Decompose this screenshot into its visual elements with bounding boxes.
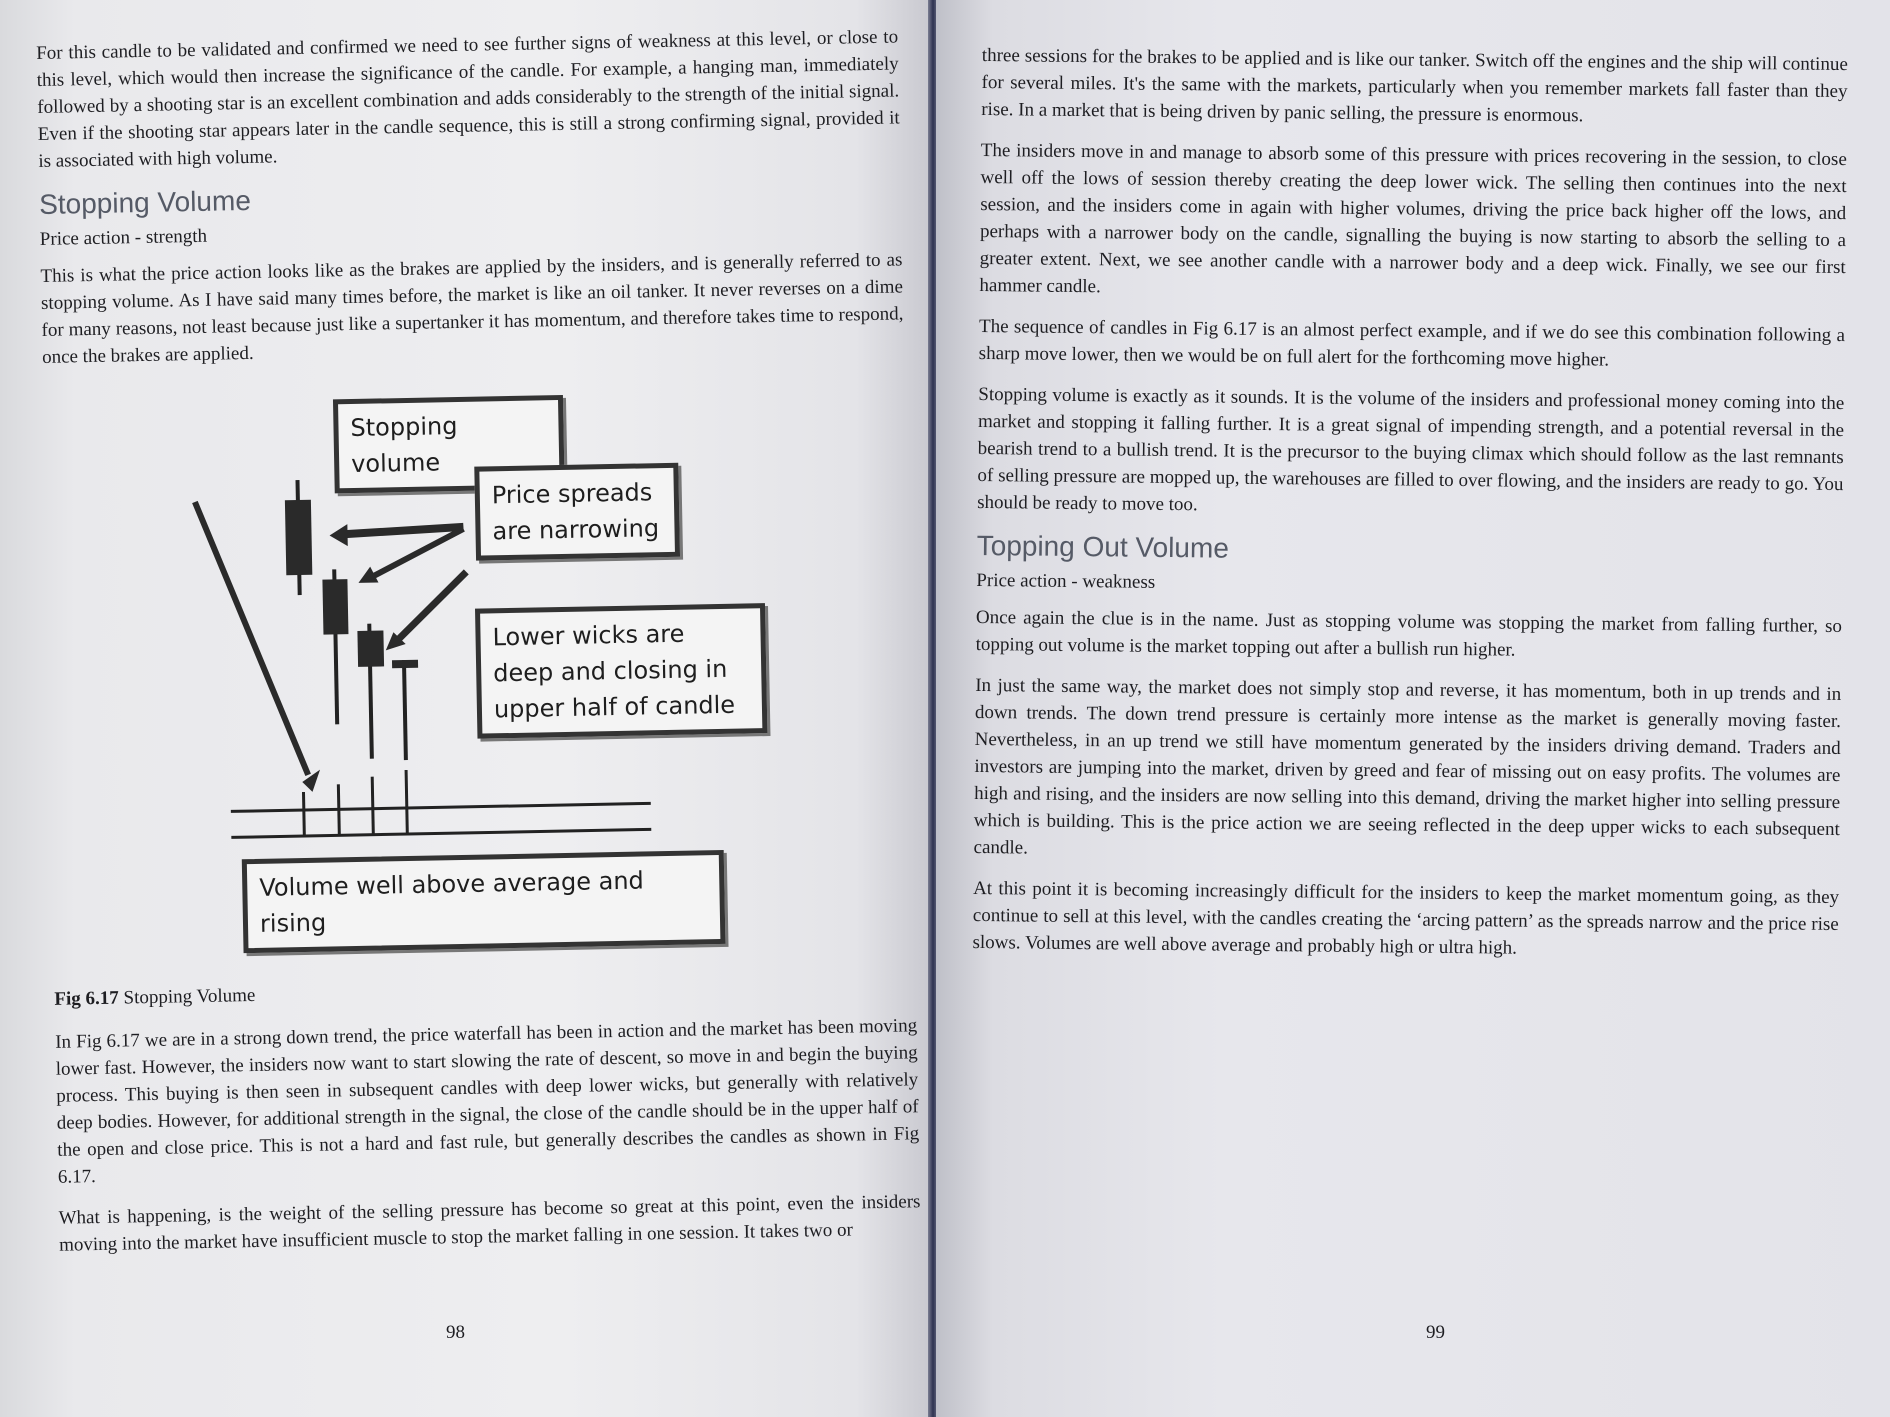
paragraph: Stopping volume is exactly as it sounds. It is the volume of the insiders and professional money coming into the market and stopping it falling further. It is a great signal of impending strength, and a potential reversal in the bearish trend to a bullish trend. It is the precursor to the buying climax which should follow as the last remnants of selling pressure are mopped up, the warehouses are filled to over flowing, and the insiders are ready to go. You should be ready to move too.	[977, 383, 1845, 516]
section-subheading: Price action - weakness	[976, 569, 1156, 593]
left-page	[0, 0, 930, 1417]
paragraph: three sessions for the brakes to be applied and is like our tanker. Switch off the engines and the ship will continue for several miles. It's the same with the markets, particularly when you remember markets fall faster than they rise. In a market that is being driven by panic selling, the pressure is enormous.	[981, 44, 1848, 127]
section-heading: Topping Out Volume	[976, 529, 1230, 564]
right-page-content	[972, 42, 1848, 979]
candle	[322, 569, 350, 724]
paragraph: The sequence of candles in Fig 6.17 is an almost perfect example, and if we do see this combination following a sharp move lower, then we would be on full alert for the forthcoming move higher.	[978, 315, 1846, 371]
page-number: 98	[446, 1322, 465, 1343]
paragraph: This is what the price action looks like as the brakes are applied by the insiders, and is generally referred to as stopping volume. As I have said many times before, the market is like an oil tanker. It never reverses on a dime for many reasons, not least because just like a supertanker it has momentum, and therefore takes time to respond, once the brakes are applied.	[40, 249, 904, 368]
volume-baseline	[231, 829, 651, 837]
paragraph: The insiders move in and manage to absorb some of this pressure with prices recovering in the session, to close well off the lows of session thereby creating the deep lower wick. The selling then continues into the next session, and the insiders come in again with higher volumes, driving the price back higher off the lows, and perhaps with a narrower body on the candle, signalling the buying is now starting to absorb the selling to a greater extent. Next, we see another candle with a narrower body and a deep wick. Finally, we see our first hammer candle.	[979, 139, 1847, 298]
volume-axis	[231, 803, 651, 811]
volume-bar	[372, 777, 373, 835]
paragraph: Once again the clue is in the name. Just as stopping volume was stopping the market from falling further, so topping out volume is the market topping out after a bullish run higher.	[975, 606, 1843, 661]
right-page	[936, 0, 1890, 1417]
volume-bar	[406, 770, 407, 834]
volume-label: Volume well above average and rising	[242, 850, 726, 953]
paragraph: At this point it is becoming increasingly difficult for the insiders to keep the market momentum going, as they continue to sell at this level, with the candles creating the ‘arcing pattern’ as the spreads narrow and the price rise slows. Volumes are well above average and probably high or ultra high.	[972, 877, 1840, 959]
section-subheading: Price action - strength	[39, 225, 208, 250]
paragraph: In Fig 6.17 we are in a strong down trend, the price waterfall has been in action and the market has been moving lower fast. However, the insiders now want to start slowing the rate of descent, so move in and begin the buying process. This buying is then seen in subsequent candles with deep lower wicks, but generally with relatively deep bodies. However, for additional strength in the signal, the close of the candle should be in the upper half of the open and close price. This is not a hard and fast rule, but generally describes the candles as shown in Fig 6.17.	[55, 1015, 920, 1188]
candle	[357, 623, 386, 758]
stopping-volume-figure	[43, 370, 814, 984]
candle	[284, 480, 312, 595]
pointer-arrow	[396, 572, 467, 640]
paragraph: In just the same way, the market does not simply stop and reverse, it has momentum, both in up trends and in down trends. The down trend pressure is certainly more intense as the market is generally moving faster. Nevertheless, in an up trend we still have momentum generated by the insiders driving demand. Traders and investors are jumping into the market, driven by greed and fear of missing out on easy profits. The volumes are high and rising, and the insiders are now selling into this demand, driving the market higher into selling pressure which is building. This is the price action we are seeing reflected in the deep upper wicks to each subsequent candle.	[973, 674, 1842, 859]
volume-bar	[303, 792, 304, 836]
paragraph: For this candle to be validated and confirmed we need to see further signs of weakness at this level, or close to this level, which would then increase the significance of the candle. For example, a hanging man, immediately followed by a shooting star is an excellent combination and adds considerably to the strength of the initial signal. Even if the shooting star appears later in the candle sequence, this is still a strong confirming signal, provided it is associated with high volume.	[36, 26, 900, 172]
caption-text: Stopping Volume	[118, 984, 256, 1009]
pointer-arrow	[371, 529, 464, 577]
page-number: 99	[1426, 1322, 1445, 1343]
pointer-arrow	[345, 527, 463, 534]
candle	[392, 660, 420, 760]
lower-wicks-label: Lower wicks are deep and closing in upper half of candle	[475, 603, 767, 739]
stopping-volume-label: Stopping volume	[333, 395, 565, 493]
price-spreads-label: Price spreads are narrowing	[474, 463, 680, 561]
left-page-content	[36, 23, 922, 1272]
caption-number: Fig 6.17	[54, 987, 120, 1010]
volume-bar	[338, 784, 339, 835]
section-heading: Stopping Volume	[38, 184, 252, 220]
paragraph: What is happening, is the weight of the selling pressure has become so great at this point, even the insiders moving into the market have insufficient muscle to stop the market falling in one session. It takes two or	[58, 1191, 921, 1256]
